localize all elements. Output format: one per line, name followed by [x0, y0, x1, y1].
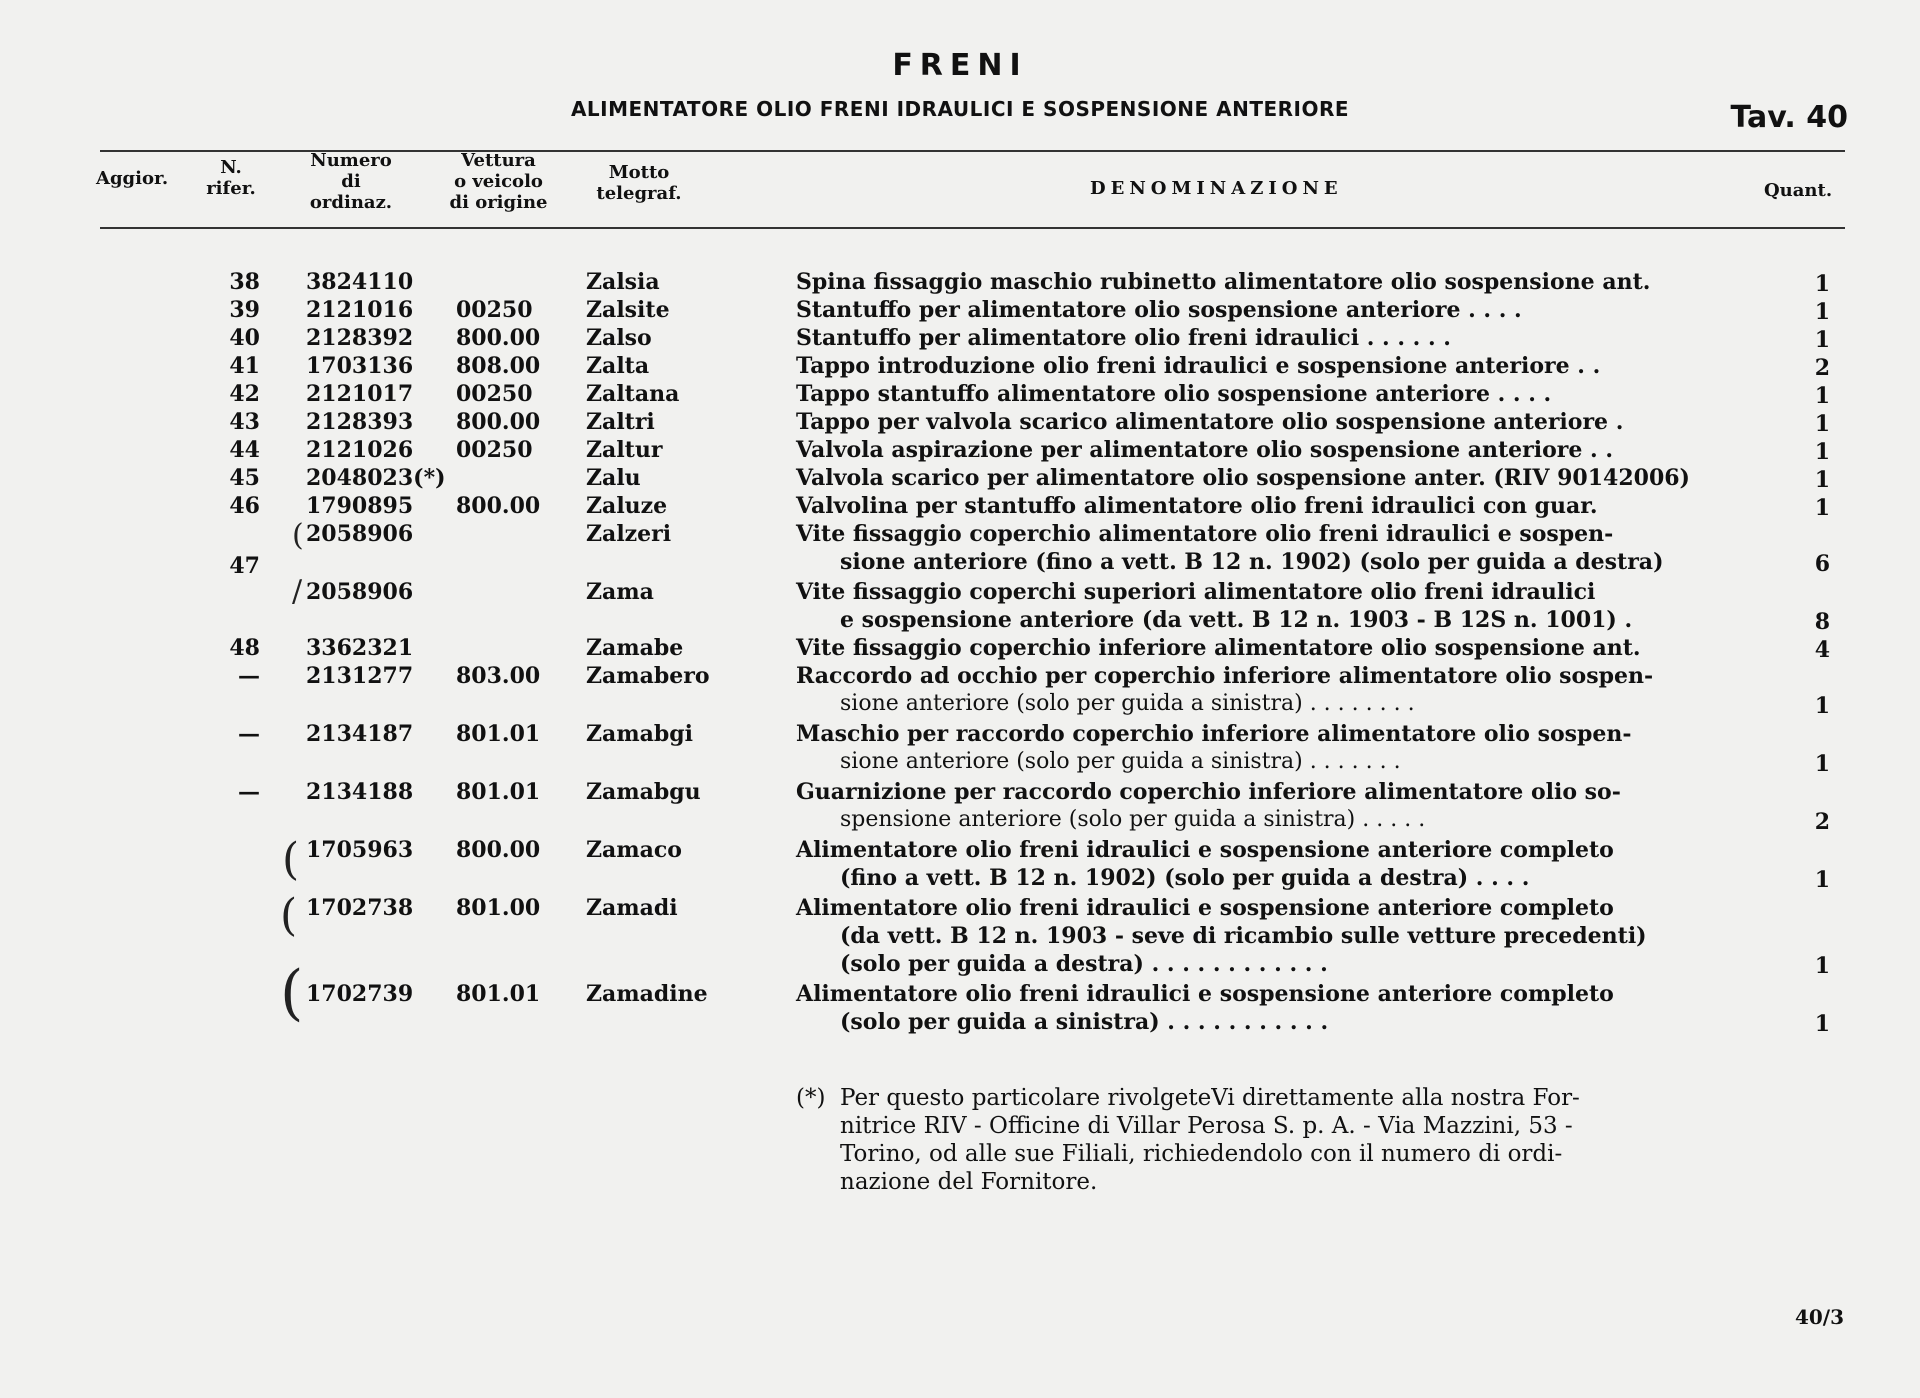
row-quantity: 1 [1814, 327, 1830, 353]
table-number: Tav. 40 [1730, 100, 1848, 135]
row-ref: 41 [229, 353, 260, 379]
description-line: Spina fissaggio maschio rubinetto alimentatore olio sospensione ant. [796, 269, 1651, 295]
row-description [796, 578, 1764, 634]
col-header-motto [584, 162, 694, 204]
row-number: 1702738 [306, 895, 414, 921]
row-ref: 39 [229, 297, 260, 323]
row-quantity: 1 [1814, 751, 1830, 777]
description-line: (solo per guida a destra) . . . . . . . . . . . . [840, 951, 1328, 977]
row-quantity: 4 [1814, 637, 1830, 663]
description-line: Valvola aspirazione per alimentatore olio sospensione anteriore . . [796, 437, 1614, 463]
row-ref: 40 [229, 325, 260, 351]
row-number: 1790895 [306, 493, 414, 519]
row-vehicle: 803.00 [456, 663, 541, 689]
row-number: 3824110 [306, 269, 414, 295]
col-header-motto-line1: Motto [608, 162, 670, 183]
row-ref: 44 [229, 437, 260, 463]
row-vehicle: 801.01 [456, 779, 541, 805]
row-motto: Zalta [586, 353, 650, 379]
row-number: 2121017 [306, 381, 414, 407]
footnote [796, 1084, 1756, 1196]
row-vehicle: 801.01 [456, 981, 541, 1007]
row-description [796, 268, 1764, 296]
row-number: 2058906 [306, 579, 414, 605]
row-vehicle: 800.00 [456, 325, 541, 351]
row-description [796, 352, 1764, 380]
row-quantity: 1 [1814, 867, 1830, 893]
row-quantity: 1 [1814, 1011, 1830, 1037]
footnote-line: nazione del Fornitore. [840, 1169, 1098, 1195]
row-number: 2058906 [306, 521, 414, 547]
row-ref: 45 [229, 465, 260, 491]
footnote-mark: (*) [796, 1085, 826, 1111]
description-line: (solo per guida a sinistra) . . . . . . . . . . . [840, 1009, 1329, 1035]
row-vehicle: 800.00 [456, 409, 541, 435]
row-description [796, 408, 1764, 436]
row-description [796, 436, 1764, 464]
row-quantity: 1 [1814, 299, 1830, 325]
row-quantity: 8 [1814, 609, 1830, 635]
row-number: 2128392 [306, 325, 414, 351]
row-description [796, 380, 1764, 408]
description-line: Alimentatore olio freni idraulici e sospensione anteriore completo [796, 895, 1614, 921]
group-bracket: / [292, 574, 303, 609]
row-vehicle: 801.00 [456, 895, 541, 921]
row-motto: Zalu [586, 465, 641, 491]
row-vehicle: 00250 [456, 437, 533, 463]
row-ref: — [238, 779, 260, 805]
row-number: 2134188 [306, 779, 414, 805]
row-quantity: 6 [1814, 551, 1830, 577]
row-vehicle: 00250 [456, 381, 533, 407]
description-line: Guarnizione per raccordo coperchio inferiore alimentatore olio so- [796, 779, 1621, 805]
row-motto: Zalsia [586, 269, 660, 295]
group-bracket: ( [280, 958, 304, 1028]
row-vehicle: 808.00 [456, 353, 541, 379]
row-motto: Zamaco [586, 837, 682, 863]
col-header-denominazione: DENOMINAZIONE [1090, 178, 1343, 199]
row-vehicle: 800.00 [456, 493, 541, 519]
col-header-vehicle-line3: di origine [449, 192, 548, 213]
group-bracket: ( [280, 890, 298, 941]
description-line: Maschio per raccordo coperchio inferiore alimentatore olio sospen- [796, 721, 1632, 747]
row-ref: 43 [229, 409, 260, 435]
col-header-ref [196, 157, 266, 199]
row-ref: 42 [229, 381, 260, 407]
col-header-aggior: Aggior. [96, 168, 169, 189]
row-motto: Zamabgi [586, 721, 693, 747]
description-line: Vite fissaggio coperchio inferiore alimentatore olio sospensione ant. [796, 635, 1641, 661]
row-number: 2131277 [306, 663, 414, 689]
row-quantity: 2 [1814, 809, 1830, 835]
group-bracket: ( [292, 518, 304, 553]
row-vehicle: 800.00 [456, 837, 541, 863]
group-bracket: ( [282, 834, 300, 885]
row-number: 2121016 [306, 297, 414, 323]
row-description [796, 464, 1764, 492]
description-line: sione anteriore (solo per guida a sinistra) . . . . . . . . [840, 691, 1415, 716]
description-line: Valvolina per stantuffo alimentatore olio freni idraulici con guar. [796, 493, 1598, 519]
row-number: 2128393 [306, 409, 414, 435]
description-line: e sospensione anteriore (da vett. B 12 n. 1903 - B 12S n. 1001) . [840, 607, 1633, 633]
col-header-number-line1: Numero [310, 150, 392, 171]
description-line: Stantuffo per alimentatore olio freni idraulici . . . . . . [796, 325, 1451, 351]
description-line: Vite fissaggio coperchi superiori alimentatore olio freni idraulici [796, 579, 1596, 605]
row-ref: 48 [229, 635, 260, 661]
row-motto: Zaluze [586, 493, 668, 519]
row-quantity: 1 [1814, 439, 1830, 465]
row-number: 2121026 [306, 437, 414, 463]
row-ref: — [238, 663, 260, 689]
row-motto: Zaltri [586, 409, 655, 435]
row-number: 1705963 [306, 837, 414, 863]
row-quantity: 1 [1814, 953, 1830, 979]
row-description [796, 836, 1764, 892]
page-subtitle: ALIMENTATORE OLIO FRENI IDRAULICI E SOSPENSIONE ANTERIORE [570, 97, 1350, 121]
row-number: 2134187 [306, 721, 414, 747]
row-number: 1703136 [306, 353, 414, 379]
footnote-line [796, 1084, 1756, 1112]
footnote-text: Per questo particolare rivolgeteVi direttamente alla nostra For- [840, 1085, 1580, 1111]
row-number: 3362321 [306, 635, 414, 661]
header-rule-bottom [100, 227, 1845, 229]
row-motto: Zalzeri [586, 521, 672, 547]
row-quantity: 2 [1814, 355, 1830, 381]
row-motto: Zamabe [586, 635, 684, 661]
row-ref: — [238, 721, 260, 747]
row-ref: 38 [229, 269, 260, 295]
footnote-line: Torino, od alle sue Filiali, richiedendolo con il numero di ordi- [840, 1141, 1563, 1167]
row-ref: 46 [229, 493, 260, 519]
col-header-number-line3: ordinaz. [309, 192, 393, 213]
row-quantity: 1 [1814, 411, 1830, 437]
description-line: Tappo stantuffo alimentatore olio sospensione anteriore . . . . [796, 381, 1552, 407]
row-motto: Zaltana [586, 381, 680, 407]
row-vehicle: 801.01 [456, 721, 541, 747]
row-motto: Zalsite [586, 297, 670, 323]
description-line: Tappo per valvola scarico alimentatore olio sospensione anteriore . [796, 409, 1624, 435]
row-description [796, 662, 1764, 718]
row-description [796, 296, 1764, 324]
row-quantity: 1 [1814, 467, 1830, 493]
col-header-vehicle-line2: o veicolo [454, 171, 543, 192]
description-line: (fino a vett. B 12 n. 1902) (solo per guida a destra) . . . . [840, 865, 1530, 891]
col-header-number [296, 150, 406, 213]
page-title: FRENI [892, 48, 1028, 83]
row-description [796, 324, 1764, 352]
row-description [796, 778, 1764, 834]
row-quantity: 1 [1814, 383, 1830, 409]
row-motto: Zamabero [586, 663, 710, 689]
row-motto: Zama [586, 579, 654, 605]
row-description [796, 634, 1764, 662]
row-description [796, 720, 1764, 776]
description-line: sione anteriore (solo per guida a sinistra) . . . . . . . [840, 749, 1401, 774]
description-line: Valvola scarico per alimentatore olio sospensione anter. (RIV 90142006) [796, 465, 1690, 491]
description-line: Raccordo ad occhio per coperchio inferiore alimentatore olio sospen- [796, 663, 1654, 689]
col-header-quant: Quant. [1764, 180, 1833, 201]
col-header-ref-line1: N. [220, 157, 242, 178]
row-vehicle: 00250 [456, 297, 533, 323]
row-description [796, 980, 1764, 1036]
row-quantity: 1 [1814, 693, 1830, 719]
row-motto: Zamadine [586, 981, 708, 1007]
row-motto: Zalso [586, 325, 652, 351]
description-line: Alimentatore olio freni idraulici e sospensione anteriore completo [796, 837, 1614, 863]
description-line: Stantuffo per alimentatore olio sospensione anteriore . . . . [796, 297, 1522, 323]
description-line: Alimentatore olio freni idraulici e sospensione anteriore completo [796, 981, 1614, 1007]
description-line: (da vett. B 12 n. 1903 - seve di ricambio sulle vetture precedenti) [840, 923, 1647, 949]
col-header-vehicle-line1: Vettura [461, 150, 536, 171]
description-line: Vite fissaggio coperchio alimentatore olio freni idraulici e sospen- [796, 521, 1614, 547]
col-header-motto-line2: telegraf. [596, 183, 682, 204]
row-quantity: 1 [1814, 495, 1830, 521]
row-number: 2048023(*) [306, 465, 446, 491]
page-number: 40/3 [1794, 1305, 1844, 1329]
description-line: sione anteriore (fino a vett. B 12 n. 1902) (solo per guida a destra) [840, 549, 1664, 575]
row-description [796, 894, 1764, 978]
row-quantity: 1 [1814, 271, 1830, 297]
row-description [796, 492, 1764, 520]
description-line: Tappo introduzione olio freni idraulici e sospensione anteriore . . [796, 353, 1601, 379]
col-header-number-line2: di [341, 171, 361, 192]
row-motto: Zamadi [586, 895, 678, 921]
row-number: 1702739 [306, 981, 414, 1007]
row-motto: Zaltur [586, 437, 663, 463]
row-description [796, 520, 1764, 576]
col-header-ref-line2: rifer. [206, 178, 256, 199]
row-motto: Zamabgu [586, 779, 701, 805]
footnote-line: nitrice RIV - Officine di Villar Perosa S. p. A. - Via Mazzini, 53 - [840, 1113, 1573, 1139]
col-header-vehicle [436, 150, 561, 213]
description-line: spensione anteriore (solo per guida a sinistra) . . . . . [840, 807, 1426, 832]
row-ref: 47 [229, 553, 260, 579]
